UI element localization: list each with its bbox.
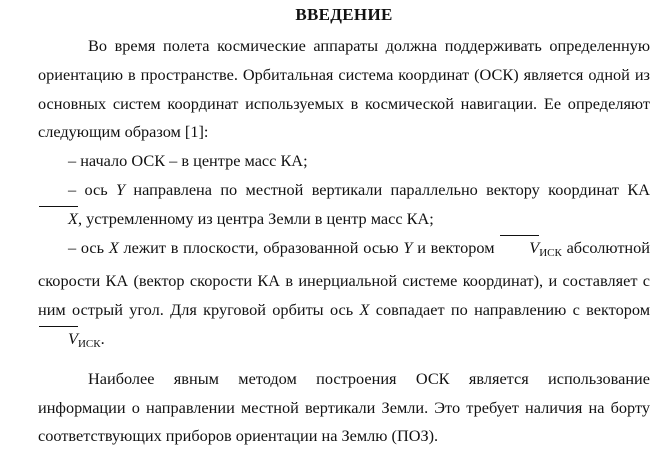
item-prefix: – ось bbox=[68, 179, 117, 199]
item-text: направлена по местной вертикали параллельно вектору координат КА bbox=[125, 179, 651, 199]
paragraph-method: Наиболее явным методом построения ОСК является использование информации о направлении местной вертикали Земли. Это требует наличия на борту соответствующих приборов ориентации на Землю (ПОЗ). bbox=[38, 368, 650, 446]
paragraph-intro: Во время полета космические аппараты должна поддерживать определенную ориентацию в пространстве. Орбитальная система координат (ОСК) является одной из основных систем координат используемых в космической навигации. Ее определяют следующим образом [1]: bbox=[38, 36, 650, 142]
axis-x-symbol: X bbox=[359, 300, 370, 320]
vector-v-symbol: V bbox=[499, 234, 539, 263]
item-text: абсолютной скорости КА (вектор скорости КА в инерциальной системе координат), и составляет с ним острый угол. Для круговой орбиты ось bbox=[38, 237, 650, 320]
vector-subscript: ИСК bbox=[77, 337, 101, 350]
item-text-end: , устремленному из центра Земли в центр масс КА; bbox=[77, 208, 434, 228]
item-text: совпадает по направлению с вектором bbox=[369, 300, 651, 320]
vector-x-symbol: X bbox=[38, 205, 78, 234]
item-text: и вектором bbox=[412, 237, 500, 257]
item-text: лежит в плоскости, образованной осью bbox=[118, 237, 404, 257]
list-item-axis-y bbox=[38, 176, 650, 234]
vector-subscript: ИСК bbox=[539, 246, 562, 259]
item-prefix: – ось bbox=[68, 237, 109, 257]
list-item-axis-x bbox=[38, 234, 650, 359]
list-item-origin: – начало ОСК – в центре масс КА; bbox=[68, 151, 308, 171]
item-text-end: . bbox=[100, 328, 105, 348]
axis-x-symbol: X bbox=[108, 237, 119, 257]
axis-y-symbol: Y bbox=[403, 237, 413, 257]
vector-v-symbol: V bbox=[38, 325, 78, 354]
axis-y-symbol: Y bbox=[116, 179, 126, 199]
section-title: ВВЕДЕНИЕ bbox=[295, 5, 393, 24]
